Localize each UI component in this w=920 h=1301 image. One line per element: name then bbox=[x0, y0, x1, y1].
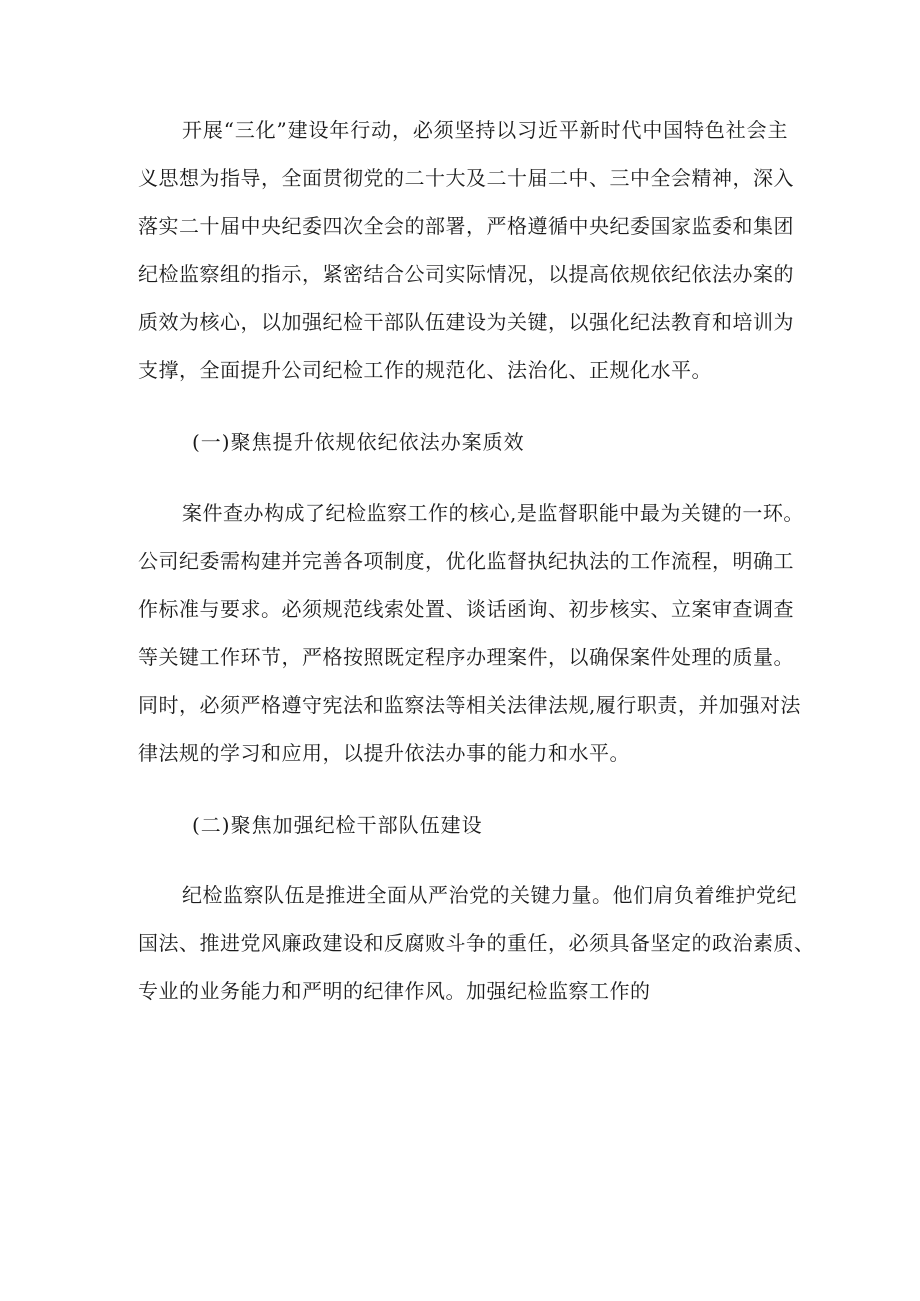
paragraph-line: 案件查办构成了纪检监察工作的核心,是监督职能中最为关键的一环。 bbox=[182, 501, 804, 525]
section-heading-2: (二)聚焦加强纪检干部队伍建设 bbox=[192, 813, 483, 837]
paragraph-line: 落实二十届中央纪委四次全会的部署，严格遵循中央纪委国家监委和集团 bbox=[138, 214, 794, 238]
paragraph-line: 纪检监察组的指示，紧密结合公司实际情况，以提高依规依纪依法办案的 bbox=[138, 262, 794, 286]
paragraph-line: 同时，必须严格遵守宪法和监察法等相关法律法规,履行职责，并加强对法 bbox=[138, 693, 801, 717]
paragraph-line: 专业的业务能力和严明的纪律作风。加强纪检监察工作的 bbox=[138, 979, 651, 1003]
paragraph-team-building bbox=[138, 871, 815, 1015]
paragraph-line: 质效为核心，以加强纪检干部队伍建设为关键，以强化纪法教育和培训为 bbox=[138, 310, 794, 334]
paragraph-line: 作标准与要求。必须规范线索处置、谈话函询、初步核实、立案审查调查 bbox=[138, 597, 794, 621]
paragraph-case-handling bbox=[138, 489, 804, 777]
paragraph-intro bbox=[138, 106, 794, 394]
paragraph-line: 支撑，全面提升公司纪检工作的规范化、法治化、正规化水平。 bbox=[138, 358, 712, 382]
paragraph-line: 等关键工作环节，严格按照既定程序办理案件，以确保案件处理的质量。 bbox=[138, 645, 794, 669]
paragraph-line: 开展“三化”建设年行动，必须坚持以习近平新时代中国特色社会主 bbox=[182, 118, 788, 142]
section-heading-1: (一)聚焦提升依规依纪依法办案质效 bbox=[192, 430, 525, 454]
paragraph-line: 律法规的学习和应用，以提升依法办事的能力和水平。 bbox=[138, 741, 630, 765]
paragraph-line: 国法、推进党风廉政建设和反腐败斗争的重任，必须具备坚定的政治素质、 bbox=[138, 931, 815, 955]
paragraph-line: 义思想为指导，全面贯彻党的二十大及二十届二中、三中全会精神，深入 bbox=[138, 166, 794, 190]
paragraph-line: 纪检监察队伍是推进全面从严治党的关键力量。他们肩负着维护党纪 bbox=[182, 883, 797, 907]
paragraph-line: 公司纪委需构建并完善各项制度，优化监督执纪执法的工作流程，明确工 bbox=[138, 549, 794, 573]
